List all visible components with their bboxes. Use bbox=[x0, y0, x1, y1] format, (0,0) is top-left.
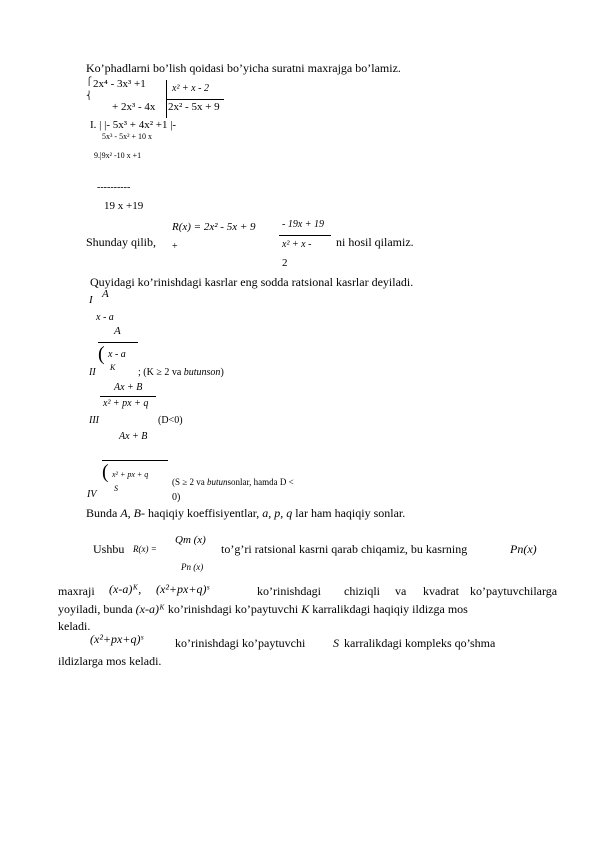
shunday-denominator: x² + x - bbox=[282, 239, 312, 250]
type4-numerator: Ax + B bbox=[119, 431, 148, 442]
shunday-fraction-line bbox=[279, 235, 331, 236]
p1-w8: ko’paytuvchilarga bbox=[470, 584, 558, 598]
type2-condition-post: ) bbox=[220, 367, 224, 378]
type3-fraction-line bbox=[100, 396, 156, 397]
p1-w1: maxraji bbox=[58, 584, 95, 598]
type4-condition bbox=[172, 478, 294, 487]
p1-line2-var: (x-a)ᴷ bbox=[135, 602, 165, 616]
shunday-prefix: Shunday qilib, bbox=[86, 235, 157, 249]
p1-w6: va bbox=[395, 584, 407, 598]
ushbu-pre: Ushbu bbox=[93, 542, 125, 556]
paragraph-2-line-2: ildizlarga mos keladi. bbox=[58, 654, 162, 668]
quotient: 2x² - 5x + 9 bbox=[168, 101, 220, 113]
division-row6: ---------- bbox=[97, 182, 131, 193]
type4-condition-post: sonlar, hamda D < bbox=[227, 477, 294, 487]
p2-var: (x²+px+q)ˢ bbox=[90, 632, 143, 646]
bunda-pre: Bunda bbox=[86, 506, 118, 520]
shunday-suffix: ni hosil qilamiz. bbox=[336, 235, 414, 249]
paragraph-1-line-2 bbox=[58, 603, 468, 615]
type4-fraction-line bbox=[102, 460, 168, 461]
type3-label: III bbox=[89, 415, 99, 426]
brace-mark-2: ⎨ bbox=[86, 91, 92, 100]
p1-w4: ko’rinishdagi bbox=[257, 584, 321, 598]
type3-condition: (D<0) bbox=[158, 415, 183, 426]
p1-w5: chiziqli bbox=[344, 584, 380, 598]
ushbu-post: to’g’ri ratsional kasrni qarab chiqamiz, bu kasrning bbox=[221, 542, 468, 556]
type4-condition-2: 0) bbox=[172, 492, 181, 503]
type2-power: K bbox=[110, 363, 116, 372]
type4-denominator: x² + px + q bbox=[112, 470, 149, 479]
division-row5: 9.|9x² -10 x +1 bbox=[94, 151, 142, 160]
heading: Ko’phadlarni bo’lish qoidasi bo’yicha suratni maxrajga bo’lamiz. bbox=[86, 61, 401, 75]
type4-condition-word: butun bbox=[206, 477, 228, 487]
bunda-vars2: a, p, q bbox=[262, 506, 293, 520]
type4-paren: ( bbox=[102, 461, 109, 483]
intro-text: Quyidagi ko’rinishdagi kasrlar eng sodda ratsional kasrlar deyiladi. bbox=[90, 275, 414, 289]
p2-s: S bbox=[333, 636, 339, 650]
division-row1: 2x⁴ - 3x³ +1 bbox=[93, 78, 146, 90]
brace-mark: ⎧ bbox=[86, 77, 92, 86]
bunda-vars1: A, B bbox=[120, 506, 142, 520]
type1-numerator: A bbox=[102, 288, 109, 300]
bunda-mid: - haqiqiy koeffisiyentlar, bbox=[141, 506, 260, 520]
ushbu-lhs: R(x) = bbox=[133, 544, 157, 554]
paragraph-1-line-3: keladi. bbox=[58, 619, 91, 633]
division-row4: 5x³ - 5x² + 10 x bbox=[102, 132, 152, 141]
ushbu-denominator: Pn (x) bbox=[181, 562, 204, 572]
shunday-lhs: R(x) = 2x² - 5x + 9 bbox=[172, 221, 256, 233]
bunda-line bbox=[86, 507, 405, 519]
p1-w3: (x²+px+q)ˢ bbox=[156, 582, 209, 596]
type1-label: I bbox=[89, 294, 93, 306]
ushbu-pn: Pn(x) bbox=[510, 542, 537, 556]
type4-condition-pre: (S ≥ 2 va bbox=[172, 477, 205, 487]
ushbu-numerator: Qm (x) bbox=[175, 534, 206, 546]
type2-denominator: x - a bbox=[108, 349, 126, 360]
p1-line2-pre: yoyiladi, bunda bbox=[58, 602, 133, 616]
p2-mid: ko’rinishdagi ko’paytuvchi bbox=[175, 636, 306, 650]
type4-power: S bbox=[114, 484, 118, 493]
p1-line2-mid: ko’rinishdagi ko’paytuvchi bbox=[167, 602, 299, 616]
type1-denominator: x - a bbox=[96, 312, 114, 323]
shunday-denominator-2: 2 bbox=[282, 257, 288, 269]
division-row2: + 2x³ - 4x bbox=[112, 101, 156, 113]
type2-condition-word: butunson bbox=[183, 367, 221, 378]
shunday-numerator: - 19x + 19 bbox=[282, 219, 325, 230]
divisor-line bbox=[166, 99, 224, 100]
division-row3: I. | |- 5x³ + 4x² +1 |- bbox=[90, 119, 177, 131]
division-row7: 19 x +19 bbox=[104, 200, 144, 212]
bunda-post: lar ham haqiqiy sonlar. bbox=[295, 506, 406, 520]
p1-line2-post: karralikdagi haqiqiy ildizga mos bbox=[312, 602, 468, 616]
p2-post: karralikdagi kompleks qo’shma bbox=[344, 636, 496, 650]
divisor: x² + x - 2 bbox=[172, 83, 209, 94]
type2-label: II bbox=[89, 367, 96, 378]
plus-sign: + bbox=[172, 241, 178, 252]
type2-condition-pre: ; (K ≥ 2 va bbox=[138, 367, 182, 378]
p1-line2-k: K bbox=[301, 602, 310, 616]
type2-numerator: A bbox=[114, 325, 121, 337]
type2-paren: ( bbox=[98, 343, 105, 365]
type3-denominator: x² + px + q bbox=[103, 398, 149, 409]
type2-condition bbox=[138, 368, 224, 378]
p1-w7: kvadrat bbox=[423, 584, 459, 598]
type4-label: IV bbox=[87, 489, 97, 500]
type3-numerator: Ax + B bbox=[114, 382, 143, 393]
p1-w2: (x-a)ᴷ, bbox=[109, 582, 142, 596]
